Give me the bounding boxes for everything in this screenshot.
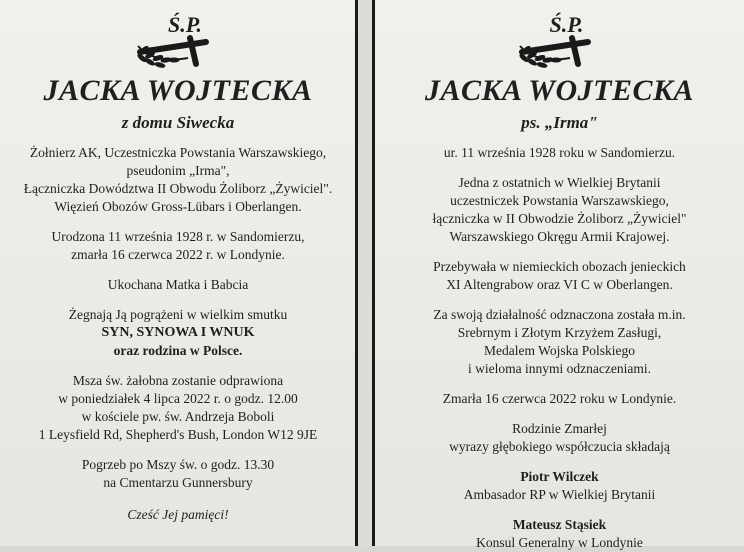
burial-line: na Cmentarzu Gunnersbury xyxy=(103,475,253,490)
dates-line: Urodzona 11 września 1928 r. w Sandomierzu, xyxy=(51,229,305,244)
obituary-left xyxy=(0,0,356,524)
awards-line: Medalem Wojska Polskiego xyxy=(484,343,635,358)
farewell-line: Żegnają Ją pogrążeni w wielkim smutku xyxy=(68,307,288,322)
bio-line: Więzień Obozów Gross-Lübars i Oberlangen. xyxy=(54,199,302,214)
sp-abbreviation: Ś.P. xyxy=(549,12,584,37)
camps-line: Przebywała w niemieckich obozach jenieckich xyxy=(433,259,686,274)
burial-line: Pogrzeb po Mszy św. o godz. 13.30 xyxy=(81,457,275,472)
condolence-line: wyrazy głębokiego współczucia składają xyxy=(449,439,670,454)
awards-line: i wieloma innymi odznaczeniami. xyxy=(468,361,651,376)
deceased-name: JACKA WOJTECKA xyxy=(43,74,313,107)
bio-line: Żołnierz AK, Uczestniczka Powstania Warszawskiego, xyxy=(29,145,327,160)
signer-title: Ambasador RP w Wielkiej Brytanii xyxy=(463,487,656,502)
awards-line: Za swoją działalność odznaczona została m.in. xyxy=(433,307,686,322)
deceased-name: JACKA WOJTECKA xyxy=(424,74,695,107)
bio-line: pseudonim „Irma", xyxy=(126,163,230,178)
mass-line: w poniedziałek 4 lipca 2022 r. o godz. 12.00 xyxy=(58,391,298,406)
dates-line: zmarła 16 czerwca 2022 r. w Londynie. xyxy=(71,247,285,262)
bio-line: Jedna z ostatnich w Wielkiej Brytanii xyxy=(458,175,661,190)
signer-name: Mateusz Stąsiek xyxy=(512,517,607,532)
mass-line: 1 Leysfield Rd, Shepherd's Bush, London W12 9JE xyxy=(38,427,318,442)
sp-abbreviation: Ś.P. xyxy=(168,12,202,37)
bio-line: Warszawskiego Okręgu Armii Krajowej. xyxy=(449,229,670,244)
mass-line: Msza św. żałobna zostanie odprawiona xyxy=(72,373,284,388)
pseudonym: ps. „Irma" xyxy=(521,113,598,132)
cross-with-laurel-emblem xyxy=(512,12,608,72)
closing-line: Cześć Jej pamięci! xyxy=(127,507,229,522)
family-line-2: oraz rodzina w Polsce. xyxy=(113,343,243,358)
family-line: SYN, SYNOWA I WNUK xyxy=(101,325,255,340)
died-line: Zmarła 16 czerwca 2022 roku w Londynie. xyxy=(442,391,677,406)
camps-line: XI Altengrabow oraz VI C w Oberlangen. xyxy=(446,277,673,292)
bio-line: łączniczka w II Obwodzie Żoliborz „Żywiciel" xyxy=(432,211,687,226)
maiden-name: z domu Siwecka xyxy=(121,113,235,132)
bio-line: Łączniczka Dowództwa II Obwodu Żoliborz „Żywiciel". xyxy=(23,181,333,196)
cross-with-laurel-emblem xyxy=(130,12,226,72)
mother-line: Ukochana Matka i Babcia xyxy=(107,277,249,292)
signer-title: Konsul Generalny w Londynie xyxy=(476,535,643,550)
awards-line: Srebrnym i Złotym Krzyżem Zasługi, xyxy=(457,325,662,340)
mass-line: w kościele pw. św. Andrzeja Boboli xyxy=(81,409,275,424)
bio-line: uczestniczek Powstania Warszawskiego, xyxy=(450,193,669,208)
signer-name: Piotr Wilczek xyxy=(520,469,599,484)
born-line: ur. 11 września 1928 roku w Sandomierzu. xyxy=(443,145,676,160)
condolence-line: Rodzinie Zmarłej xyxy=(512,421,607,436)
obituary-right xyxy=(375,0,744,552)
